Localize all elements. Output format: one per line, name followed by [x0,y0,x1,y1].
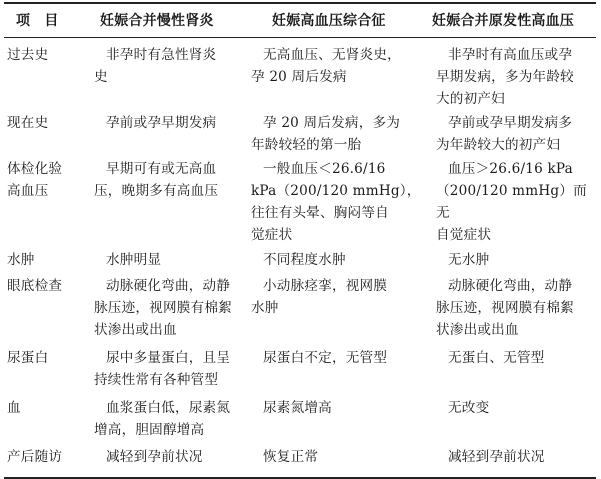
table-cell: 血压＞26.6/16 kPa （200/120 mmHg）而无 自觉症状 [436,161,587,243]
table-cell: 孕 20 周后发病，多为 年龄较轻的第一胎 [251,115,401,153]
table-cell: 恢复正常 [263,449,319,465]
table-cell: 减轻到孕前状况 [448,449,545,465]
header-chronic-nephritis: 妊娠合并慢性肾炎 [100,13,214,29]
row-label-postpartum: 产后随访 [7,449,63,465]
row-label-past-history: 过去史 [7,47,49,63]
table-cell: 减轻到孕前状况 [106,449,203,465]
table-cell: 动脉硬化弯曲，动静 脉压迹，视网膜有棉絮 状渗出或出血 [94,278,232,338]
header-essential-hypertension: 妊娠合并原发性高血压 [432,13,574,29]
table-cell: 水肿明显 [106,252,162,268]
table-cell: 无蛋白、无管型 [448,350,545,366]
table-cell: 孕前或孕早期发病 [106,115,217,131]
table-cell: 血浆蛋白低，尿素氮 增高，胆固醇增高 [94,400,231,438]
row-label-present-history: 现在史 [7,115,49,131]
table-cell: 孕前或孕早期发病多 为年龄较大的初产妇 [436,115,573,153]
row-label-blood: 血 [7,400,21,416]
row-label-proteinuria: 尿蛋白 [7,350,49,366]
table-cell: 尿素氮增高 [263,400,332,416]
table-cell: 小动脉痉挛，视网膜 水肿 [251,278,388,316]
table-cell: 不同程度水肿 [263,252,346,268]
table-cell: 一般血压＜26.6/16 kPa（200/120 mmHg）， 往往有头晕、胸闷等自 觉症状 [251,161,421,243]
comparison-table [4,2,596,479]
row-label-edema: 水肿 [7,252,35,268]
table-cell: 早期可有或无高血 压，晚期多有高血压 [94,161,219,199]
row-label-fundus: 眼底检查 [7,278,63,294]
table-cell: 非孕时有高血压或孕 早期发病，多为年龄较 大的初产妇 [436,47,574,107]
table-cell: 尿中多量蛋白，且呈 持续性常有各种管型 [94,350,231,388]
header-divider [4,37,596,38]
row-label-blood-pressure: 体检化验 高血压 [7,161,63,199]
table-cell: 无水肿 [448,252,490,268]
table-cell: 尿蛋白不定，无管型 [263,350,388,366]
table-cell: 非孕时有急性肾炎 史 [94,47,217,85]
table-cell: 动脉硬化弯曲，动静 脉压迹，视网膜有棉絮 状渗出或出血 [436,278,574,338]
table-cell: 无高血压、无肾炎史， 孕 20 周后发病 [251,47,401,85]
header-item: 项 目 [16,13,59,29]
table-cell: 无改变 [448,400,490,416]
header-pih: 妊娠高血压综合征 [272,13,386,29]
